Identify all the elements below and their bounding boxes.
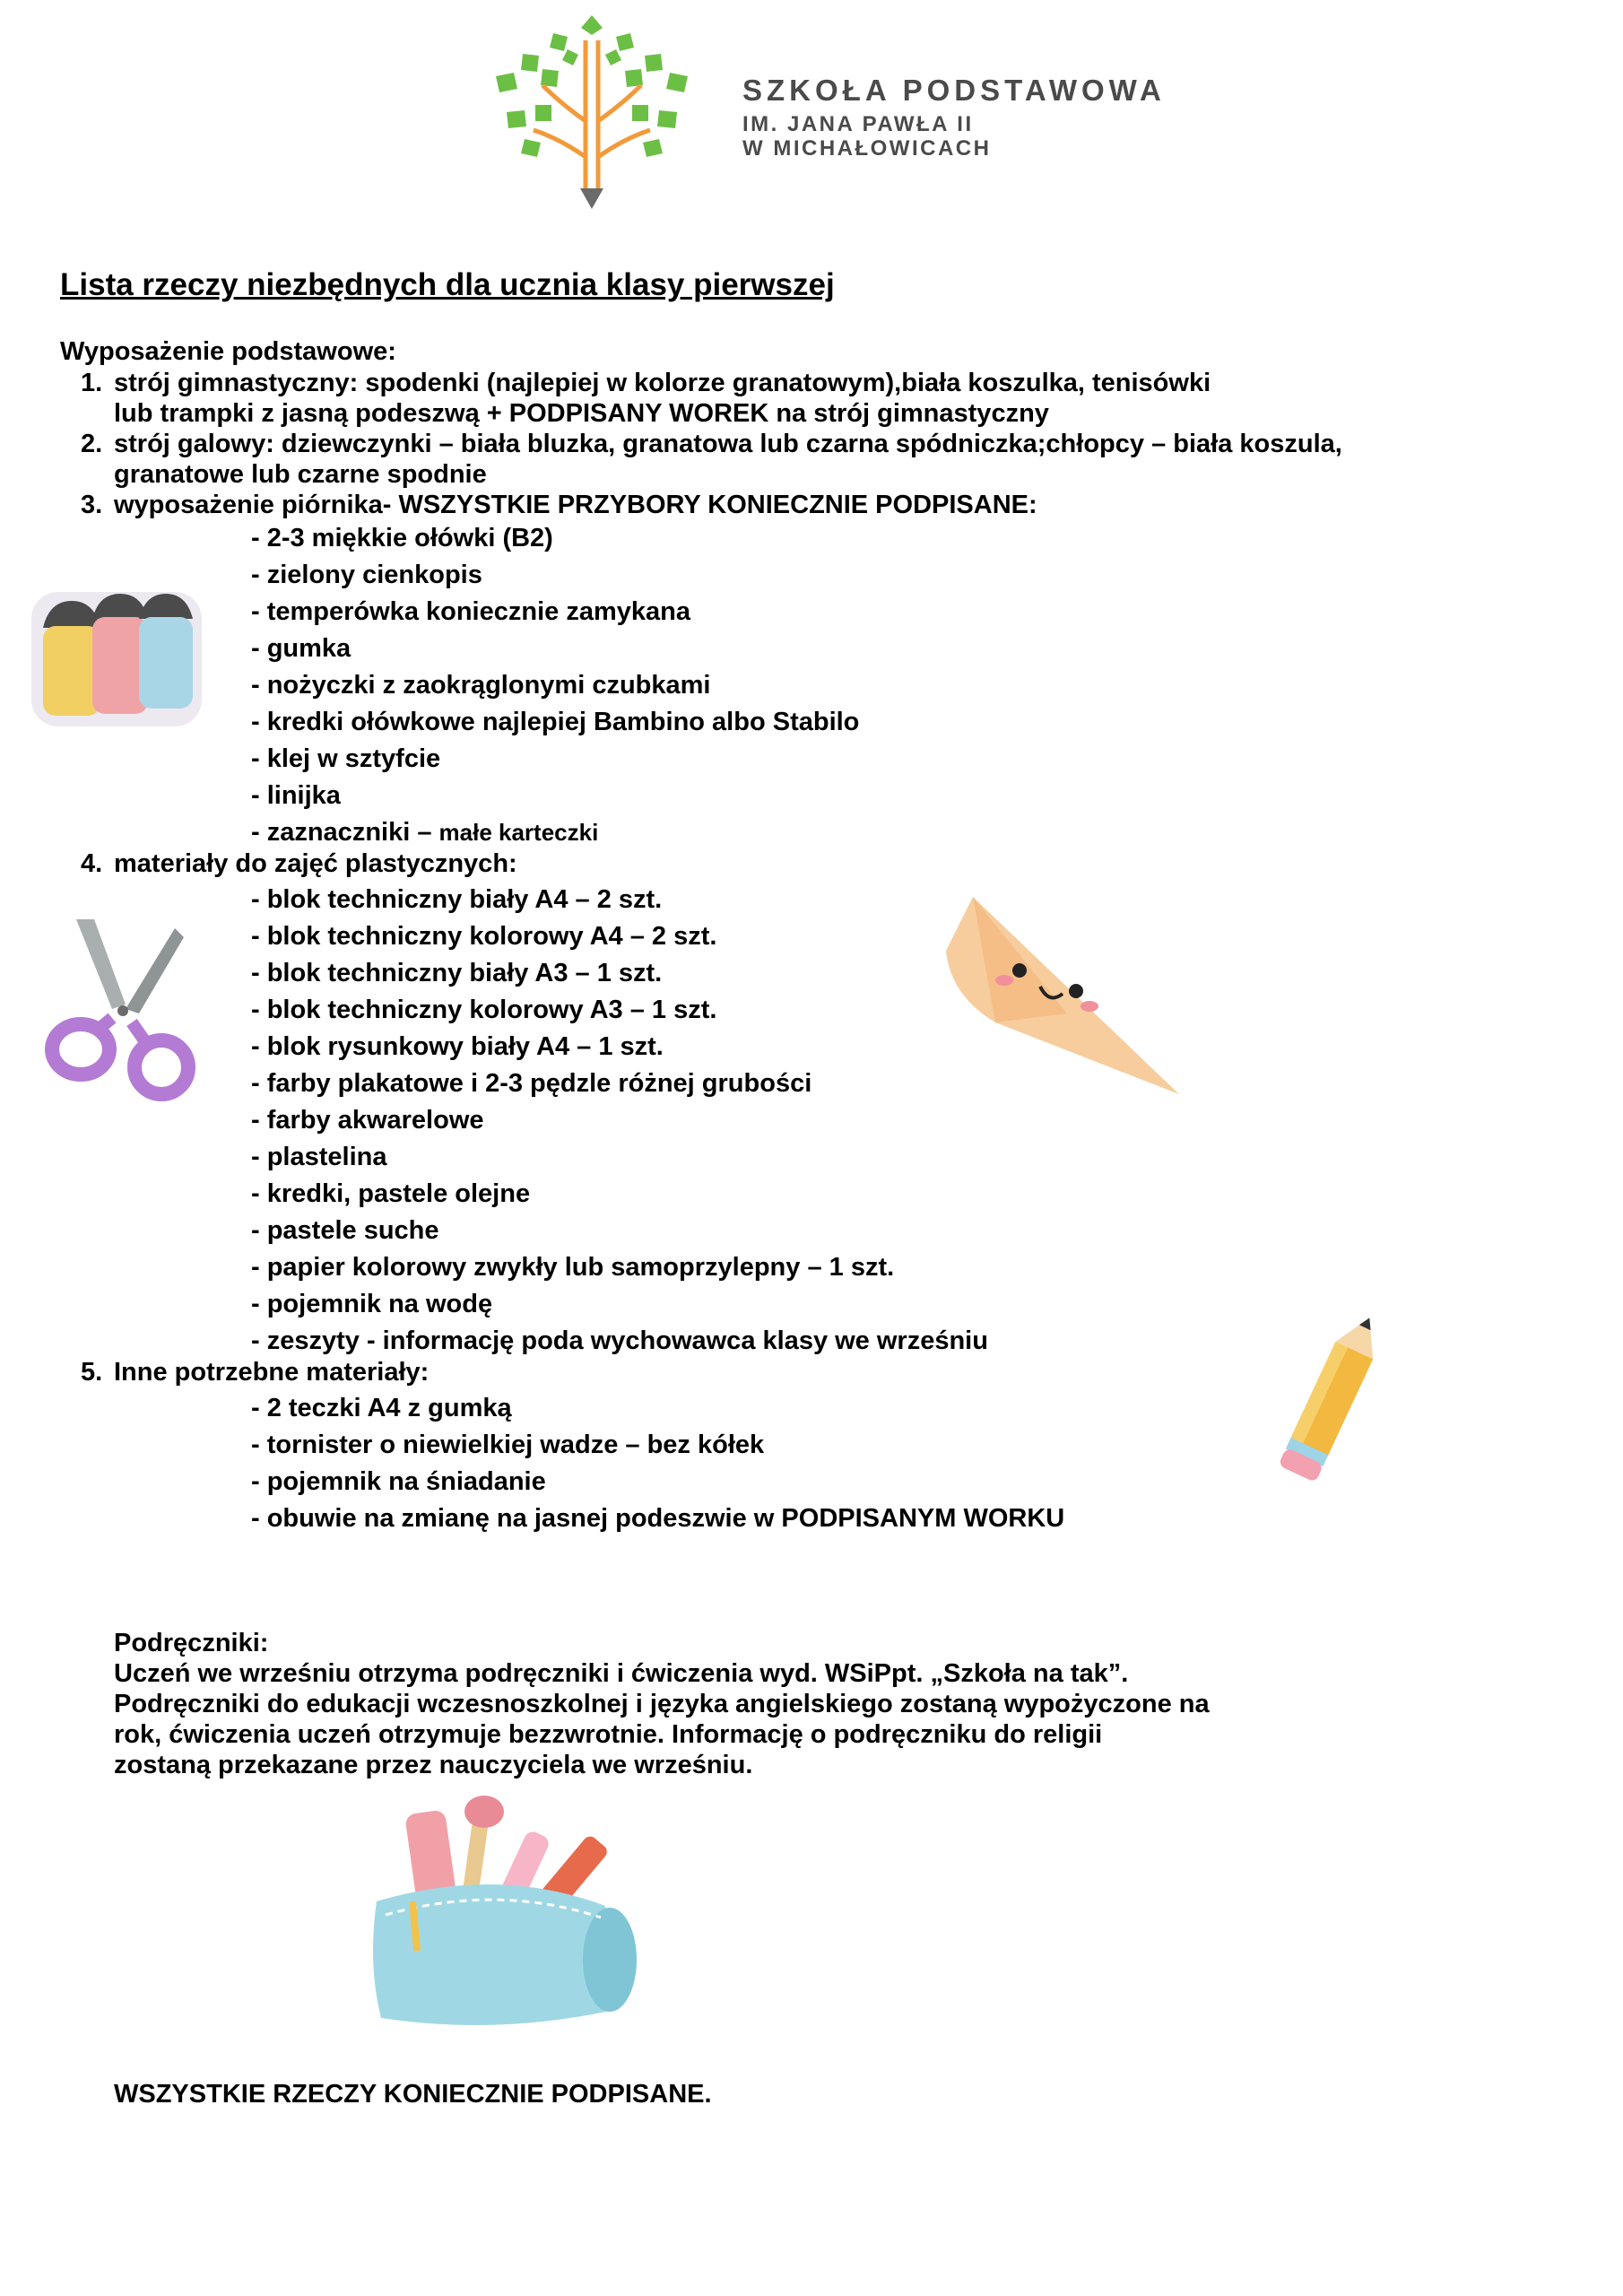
list-item: - nożyczki z zaokrąglonymi czubkami xyxy=(251,671,711,700)
footer-note: WSZYSTKIE RZECZY KONIECZNIE PODPISANE. xyxy=(114,2080,712,2109)
paper-plane-icon xyxy=(942,888,1184,1103)
section-text: granatowe lub czarne spodnie xyxy=(114,460,487,489)
school-tree-logo-icon xyxy=(489,13,695,211)
section-number: 1. xyxy=(81,369,103,397)
list-item: - blok rysunkowy biały A4 – 1 szt. xyxy=(251,1032,664,1061)
list-item: - farby akwarelowe xyxy=(251,1106,484,1135)
textbooks-heading: Podręczniki: xyxy=(114,1629,269,1657)
list-item: - papier kolorowy zwykły lub samoprzylepny – 1 szt. xyxy=(251,1253,895,1282)
highlighters-icon xyxy=(27,556,206,735)
scissors-icon xyxy=(40,910,202,1103)
list-item: - pastele suche xyxy=(251,1216,439,1245)
list-item: - blok techniczny biały A4 – 2 szt. xyxy=(251,885,663,914)
list-item: - obuwie na zmianę na jasnej podeszwie w PODPISANYM WORKU xyxy=(251,1504,1065,1533)
section-number: 2. xyxy=(81,430,103,458)
list-item: - tornister o niewielkiej wadze – bez kółek xyxy=(251,1431,765,1459)
list-item: - 2 teczki A4 z gumką xyxy=(251,1394,512,1422)
textbooks-section xyxy=(114,1628,1459,1780)
textbooks-line: Podręczniki do edukacji wczesnoszkolnej i języka angielskiego zostaną wypożyczone na xyxy=(114,1690,1210,1718)
textbooks-line: Uczeń we wrześniu otrzyma podręczniki i ćwiczenia wyd. WSiPpt. „Szkoła na tak”. xyxy=(114,1659,1129,1688)
section-number: 3. xyxy=(81,491,103,519)
textbooks-line: zostaną przekazane przez nauczyciela we wrześniu. xyxy=(114,1751,753,1779)
section-text: strój gimnastyczny: spodenki (najlepiej w kolorze granatowym),biała koszulka, tenisówki xyxy=(114,369,1211,397)
section-text: materiały do zajęć plastycznych: xyxy=(114,849,517,878)
list-item-lead: - zaznaczniki – xyxy=(251,818,439,847)
section-text: strój galowy: dziewczynki – biała bluzka, granatowa lub czarna spódniczka;chłopcy – biała koszula, xyxy=(114,430,1342,458)
school-location: W MICHAŁOWICACH xyxy=(742,136,992,161)
school-name: SZKOŁA PODSTAWOWA xyxy=(742,74,1166,107)
section-text: lub trampki z jasną podeszwą + PODPISANY WOREK na strój gimnastyczny xyxy=(114,399,1049,428)
list-item: - farby plakatowe i 2-3 pędzle różnej grubości xyxy=(251,1069,812,1098)
list-item: - zeszyty - informację poda wychowawca klasy we wrześniu xyxy=(251,1326,988,1355)
school-patron: IM. JANA PAWŁA II xyxy=(742,112,974,136)
section-text: Inne potrzebne materiały: xyxy=(114,1358,430,1387)
list-item: - plastelina xyxy=(251,1143,387,1171)
list-item: - blok techniczny kolorowy A4 – 2 szt. xyxy=(251,922,717,951)
section-number: 5. xyxy=(81,1358,103,1387)
list-item: - temperówka koniecznie zamykana xyxy=(251,597,690,626)
textbooks-line: rok, ćwiczenia uczeń otrzymuje bezzwrotnie. Informację o podręczniku do religii xyxy=(114,1720,1103,1749)
section-number: 4. xyxy=(81,849,103,878)
list-item: - 2-3 miękkie ołówki (B2) xyxy=(251,524,553,552)
list-item-detail: małe karteczki xyxy=(438,819,599,846)
list-item: - gumka xyxy=(251,634,352,663)
list-item: - kredki, pastele olejne xyxy=(251,1179,531,1208)
basic-equipment-heading: Wyposażenie podstawowe: xyxy=(60,337,396,366)
list-item: - pojemnik na śniadanie xyxy=(251,1467,546,1496)
page-title: Lista rzeczy niezbędnych dla ucznia klasy pierwszej xyxy=(60,267,835,302)
list-item: - linijka xyxy=(251,781,341,810)
section-text: wyposażenie piórnika- WSZYSTKIE PRZYBORY KONIECZNIE PODPISANE: xyxy=(114,491,1037,519)
list-item: - klej w sztyfcie xyxy=(251,744,441,773)
pencil-case-icon xyxy=(363,1794,650,2036)
list-item: - blok techniczny kolorowy A3 – 1 szt. xyxy=(251,996,717,1024)
pencil-icon xyxy=(1273,1309,1390,1489)
list-item: - blok techniczny biały A3 – 1 szt. xyxy=(251,959,663,987)
list-item: - pojemnik na wodę xyxy=(251,1290,493,1318)
list-item xyxy=(251,818,598,848)
list-item: - kredki ołówkowe najlepiej Bambino albo Stabilo xyxy=(251,708,860,736)
list-item: - zielony cienkopis xyxy=(251,561,482,589)
